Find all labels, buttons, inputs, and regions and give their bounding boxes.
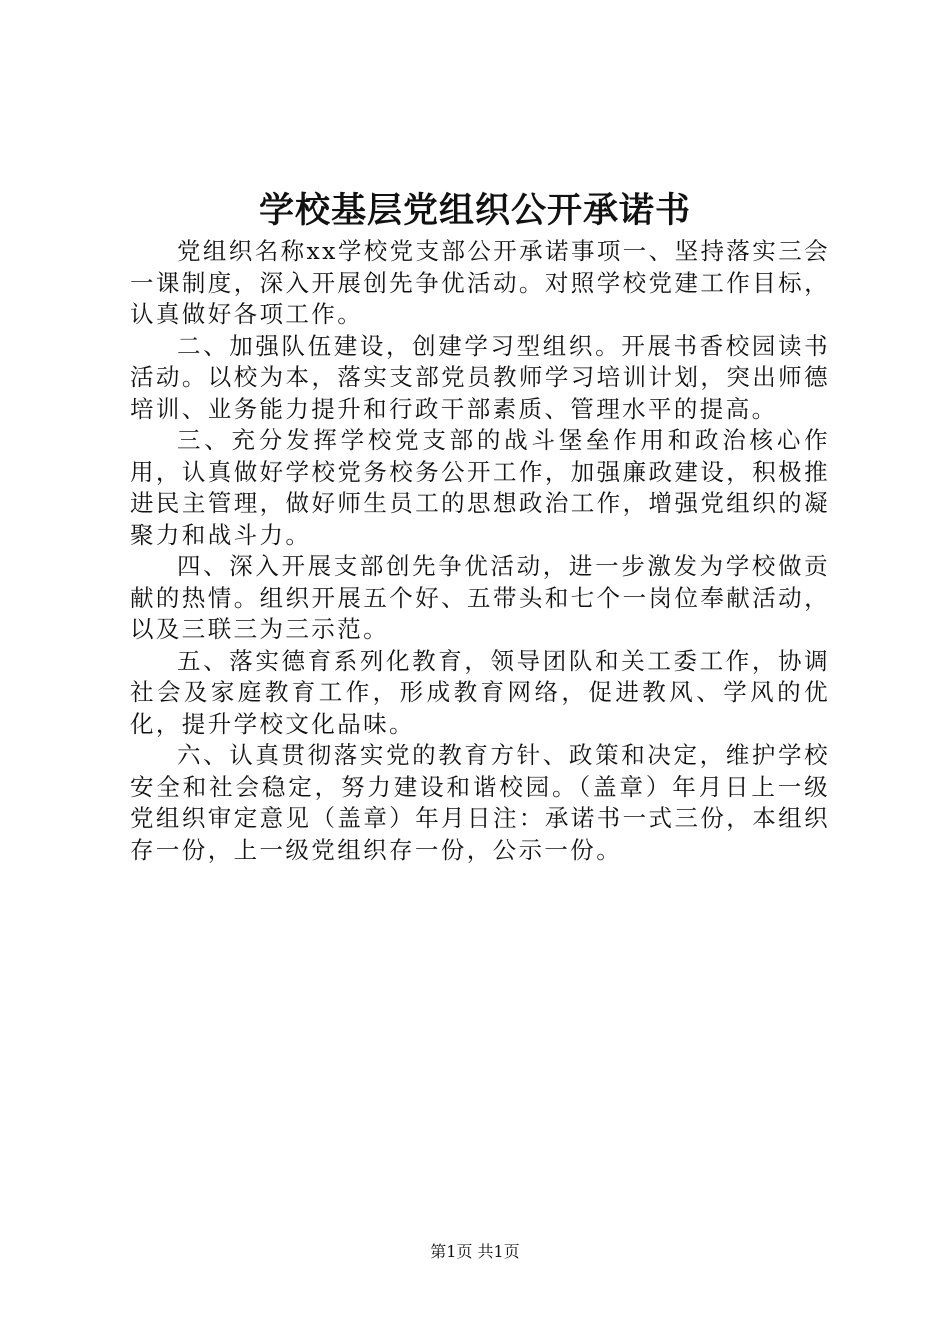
paragraph-5: 五、落实德育系列化教育，领导团队和关工委工作，协调社会及家庭教育工作，形成教育网络，促进教风、学风的优化，提升学校文化品味。 bbox=[130, 646, 830, 738]
paragraph-6: 六、认真贯彻落实党的教育方针、政策和决定，维护学校安全和社会稳定，努力建设和谐校园。（盖章）年月日上一级党组织审定意见（盖章）年月日注：承诺书一式三份，本组织存一份，上一级党组织存一份，公示一份。 bbox=[130, 741, 830, 864]
paragraph-2: 二、加强队伍建设，创建学习型组织。开展书香校园读书活动。以校为本，落实支部党员教师学习培训计划，突出师德培训、业务能力提升和行政干部素质、管理水平的提高。 bbox=[130, 331, 830, 423]
document-title: 学校基层党组织公开承诺书 bbox=[258, 190, 691, 231]
page-number-footer: 第1页 共1页 bbox=[430, 1242, 520, 1261]
paragraph-3: 三、充分发挥学校党支部的战斗堡垒作用和政治核心作用，认真做好学校党务校务公开工作，加强廉政建设，积极推进民主管理，做好师生员工的思想政治工作，增强党组织的凝聚力和战斗力。 bbox=[130, 426, 830, 549]
document-body bbox=[130, 236, 830, 866]
paragraph-1: 党组织名称xx学校党支部公开承诺事项一、坚持落实三会一课制度，深入开展创先争优活动。对照学校党建工作目标，认真做好各项工作。 bbox=[130, 237, 830, 328]
paragraph-4: 四、深入开展支部创先争优活动，进一步激发为学校做贡献的热情。组织开展五个好、五带头和七个一岗位奉献活动，以及三联三为三示范。 bbox=[130, 552, 830, 643]
